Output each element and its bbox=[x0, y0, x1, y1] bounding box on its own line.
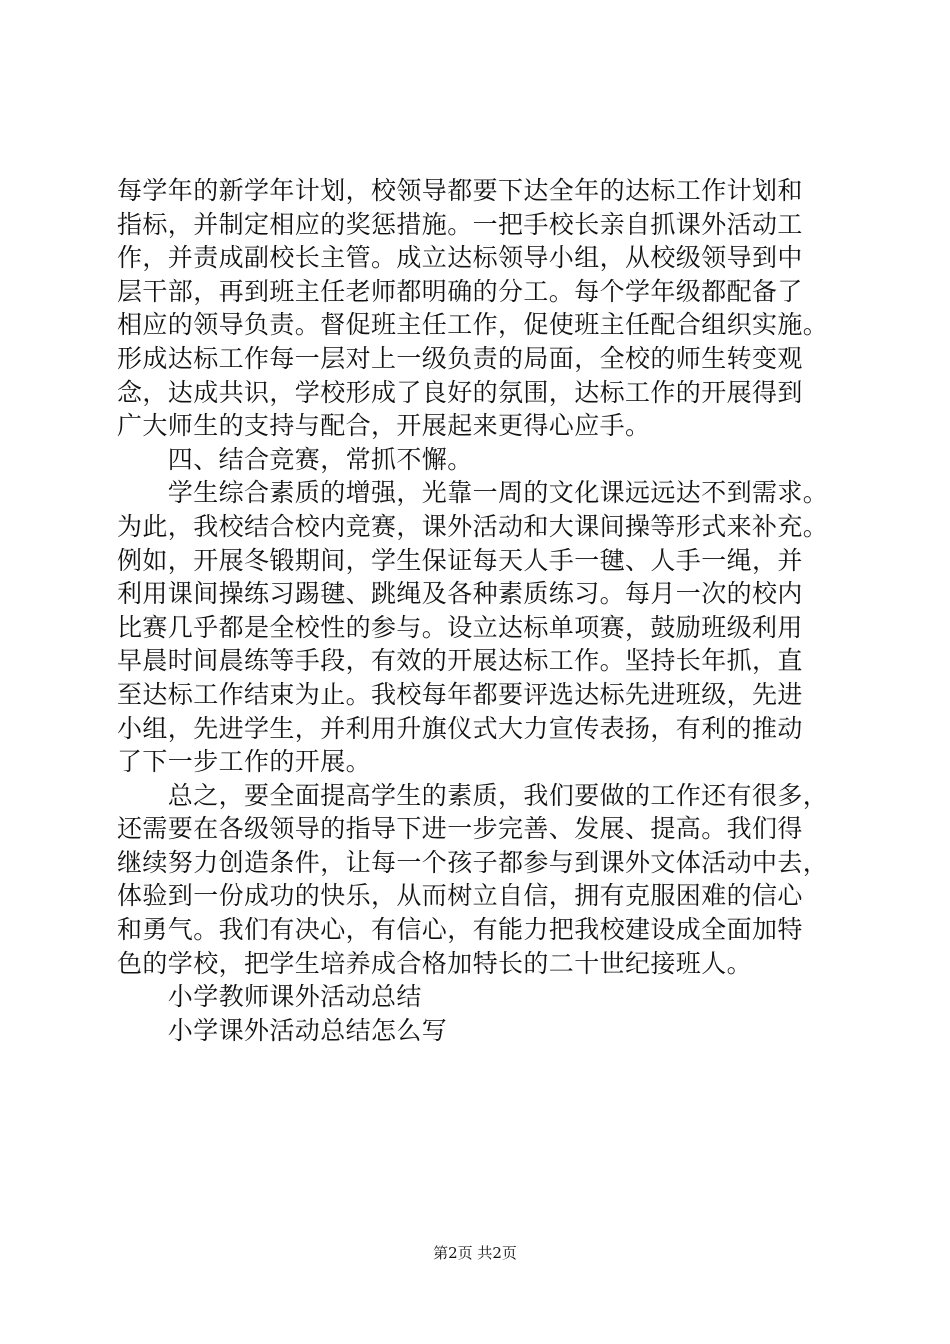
related-title: 小学教师课外活动总结 bbox=[117, 982, 422, 1012]
text-line: 每学年的新学年计划，校领导都要下达全年的达标工作计划和 bbox=[117, 176, 803, 205]
page-number-footer: 第2页 共2页 bbox=[433, 1244, 517, 1262]
text-line: 比赛几乎都是全校性的参与。设立达标单项赛，鼓励班级利用 bbox=[117, 612, 803, 642]
text-line: 相应的领导负责。督促班主任工作，促使班主任配合组织实施。 bbox=[117, 310, 829, 340]
text-line: 和勇气。我们有决心，有信心，有能力把我校建设成全面加特 bbox=[117, 915, 803, 945]
text-line: 了下一步工作的开展。 bbox=[117, 747, 372, 777]
text-line: 继续努力创造条件，让每一个孩子都参与到课外文体活动中去， bbox=[117, 847, 829, 877]
text-line: 为此，我校结合校内竞赛，课外活动和大课间操等形式来补充。 bbox=[117, 511, 829, 541]
section-heading: 四、结合竞赛，常抓不懈。 bbox=[117, 444, 473, 474]
document-body bbox=[117, 174, 852, 1047]
text-line: 形成达标工作每一层对上一级负责的局面，全校的师生转变观 bbox=[117, 343, 803, 373]
text-line: 指标，并制定相应的奖惩措施。一把手校长亲自抓课外活动工 bbox=[117, 209, 803, 239]
text-line: 利用课间操练习踢毽、跳绳及各种素质练习。每月一次的校内 bbox=[117, 579, 803, 609]
text-line: 作，并责成副校长主管。成立达标领导小组，从校级领导到中 bbox=[117, 243, 803, 273]
text-line: 色的学校，把学生培养成合格加特长的二十世纪接班人。 bbox=[117, 948, 753, 978]
text-line: 早晨时间晨练等手段，有效的开展达标工作。坚持长年抓，直 bbox=[117, 646, 803, 676]
text-line: 还需要在各级领导的指导下进一步完善、发展、提高。我们得 bbox=[117, 814, 803, 844]
text-line: 学生综合素质的增强，光靠一周的文化课远远达不到需求。 bbox=[117, 478, 829, 508]
related-title: 小学课外活动总结怎么写 bbox=[117, 1015, 448, 1045]
text-line: 例如，开展冬锻期间，学生保证每天人手一毽、人手一绳，并 bbox=[117, 545, 803, 575]
text-line: 小组，先进学生，并利用升旗仪式大力宣传表扬，有利的推动 bbox=[117, 713, 803, 743]
text-line: 广大师生的支持与配合，开展起来更得心应手。 bbox=[117, 411, 651, 441]
text-line: 总之，要全面提高学生的素质，我们要做的工作还有很多， bbox=[117, 780, 829, 810]
text-line: 念，达成共识，学校形成了良好的氛围，达标工作的开展得到 bbox=[117, 377, 803, 407]
text-line: 体验到一份成功的快乐，从而树立自信，拥有克服困难的信心 bbox=[117, 881, 803, 911]
text-line: 层干部，再到班主任老师都明确的分工。每个学年级都配备了 bbox=[117, 276, 803, 306]
text-line: 至达标工作结束为止。我校每年都要评选达标先进班级，先进 bbox=[117, 679, 803, 709]
